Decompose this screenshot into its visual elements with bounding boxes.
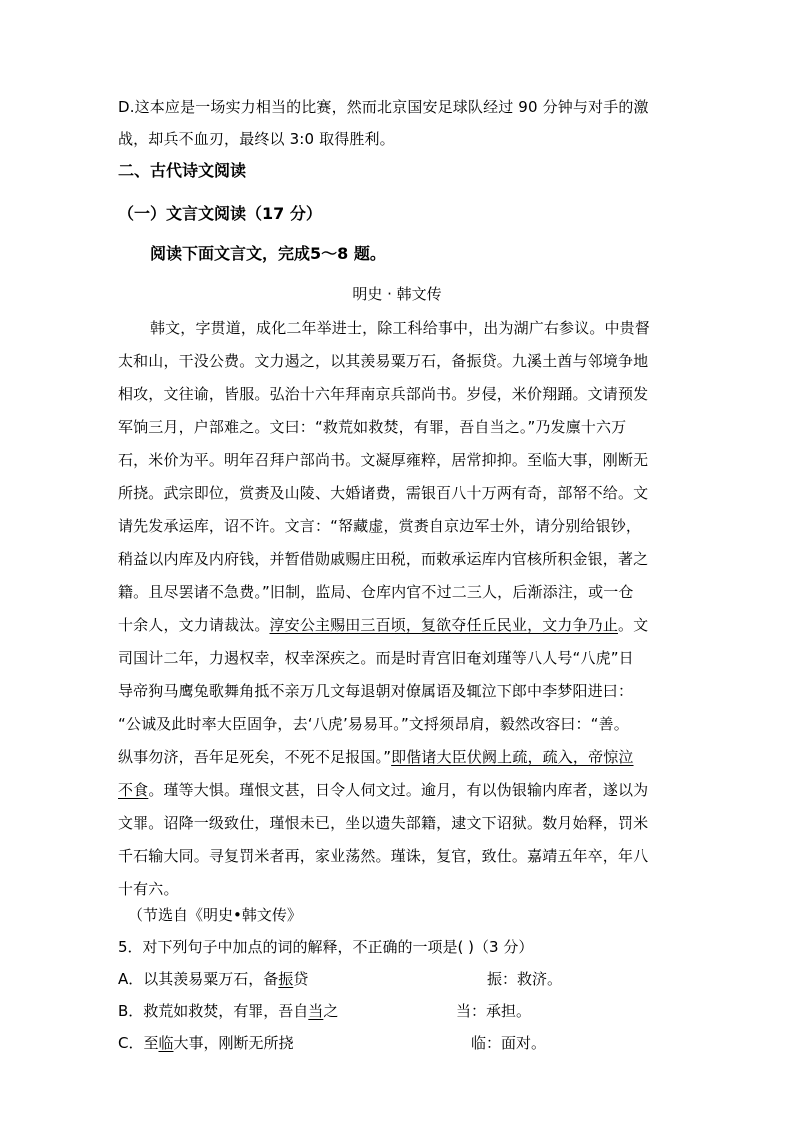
option-b-sentence <box>118 1001 338 1021</box>
passage-line: 文罪。诏降一级致仕，瑾恨未已，坐以遗失部籍，逮文下诏狱。数月始释，罚米 <box>118 814 649 832</box>
passage-line: 导帝狗马鹰兔歌舞角抵不亲万几文每退朝对僚属语及辄泣下郎中李梦阳进曰： <box>118 682 634 700</box>
passage-text: 十余人，文力请裁汰。 <box>118 616 270 634</box>
passage-line: 韩文，字贯道，成化二年举进士，除工科给事中，出为湖广右参议。中贵督 <box>150 319 650 337</box>
dotted-word: 振 <box>278 970 294 988</box>
underlined-sentence: 不食 <box>118 781 149 799</box>
option-c-explanation: 临：面对。 <box>471 1034 547 1052</box>
option-c-sentence <box>118 1033 294 1053</box>
passage-line <box>118 615 648 635</box>
passage-line: 所挠。武宗即位，赏赉及山陵、大婚诸费，需银百八十万两有奇，部帑不给。文 <box>118 484 649 502</box>
dotted-word: 当 <box>308 1002 324 1020</box>
question-stem: 5．对下列句子中加点的词的解释，不正确的一项是( )（3 分） <box>118 938 534 956</box>
underlined-sentence: 淳安公主赐田三百顷，复欲夺任丘民业，文力争乃止 <box>269 616 618 634</box>
passage-line: 司国计二年，力遏权幸，权幸深疾之。而是时青宫旧奄刘瑾等八人号“八虎”日 <box>118 649 634 667</box>
passage-text: 。瑾等大惧。瑾恨文甚，日令人伺文过。逾月，有以伪银输内库者，遂以为 <box>148 781 649 799</box>
option-text: C．至 <box>118 1034 159 1052</box>
option-d-line-1: D.这本应是一场实力相当的比赛，然而北京国安足球队经过 90 分钟与对手的激 <box>118 98 649 116</box>
passage-title: 明史 · 韩文传 <box>352 285 442 303</box>
dotted-word: 临 <box>158 1034 174 1052</box>
option-d-line-2: 战，却兵不血刃，最终以 3:0 取得胜利。 <box>118 130 395 148</box>
passage-line: 十有六。 <box>118 880 179 898</box>
passage-text: 纵事勿济，吾年足死矣，不死不足报国。” <box>118 748 392 766</box>
passage-source: （节选自《明史•韩文传》 <box>128 906 302 924</box>
passage-line: 太和山，干没公费。文力遏之，以其羡易粟万石，备振贷。九溪土酋与邻境争地 <box>118 352 649 370</box>
passage-line: 千石输大同。寻复罚米者再，家业荡然。瑾诛，复官，致仕。嘉靖五年卒，年八 <box>118 847 649 865</box>
passage-line: 请先发承运库，诏不许。文言：“帑藏虚，赏赉自京边军士外，请分别给银钞， <box>118 517 642 535</box>
passage-line <box>118 747 634 767</box>
passage-line: “公诚及此时率大臣固争，去‘八虎’易易耳。”文捋须昂肩，毅然改容曰：“善。 <box>118 715 629 733</box>
option-text: A．以其羡易粟万石，备 <box>118 970 279 988</box>
passage-line: 军饷三月，户部难之。文曰：“救荒如救焚，有罪，吾自当之。”乃发廪十六万 <box>118 418 627 436</box>
underlined-sentence: 即偕诸大臣伏阙上疏，疏入，帝惊泣 <box>391 748 634 766</box>
option-a-explanation: 振：救济。 <box>487 970 563 988</box>
passage-line: 相攻，文往谕，皆服。弘治十六年拜南京兵部尚书。岁侵，米价翔踊。文请预发 <box>118 385 649 403</box>
sub-heading: （一）文言文阅读（17 分） <box>118 204 322 223</box>
passage-line <box>118 780 648 800</box>
passage-line: 石，米价为平。明年召拜户部尚书。文凝厚雍粹，居常抑抑。至临大事，刚断无 <box>118 451 649 469</box>
option-text: 贷 <box>293 970 309 988</box>
option-text: 之 <box>323 1002 339 1020</box>
instruction: 阅读下面文言文，完成5～8 题。 <box>150 244 386 263</box>
option-b-explanation: 当：承担。 <box>456 1002 532 1020</box>
passage-line: 稍益以内库及内府钱，并暂借勋戚赐庄田税，而敕承运库内官核所积金银，著之 <box>118 550 649 568</box>
passage-line: 籍。且尽罢诸不急费。”旧制，监局、仓库内官不过二三人，后渐添注，或一仓 <box>118 583 634 601</box>
section-heading: 二、古代诗文阅读 <box>118 161 247 180</box>
passage-text: 。文 <box>617 616 649 634</box>
option-text: 大事，刚断无所挠 <box>173 1034 294 1052</box>
option-a-sentence <box>118 969 308 989</box>
option-text: B．救荒如救焚，有罪，吾自 <box>118 1002 309 1020</box>
